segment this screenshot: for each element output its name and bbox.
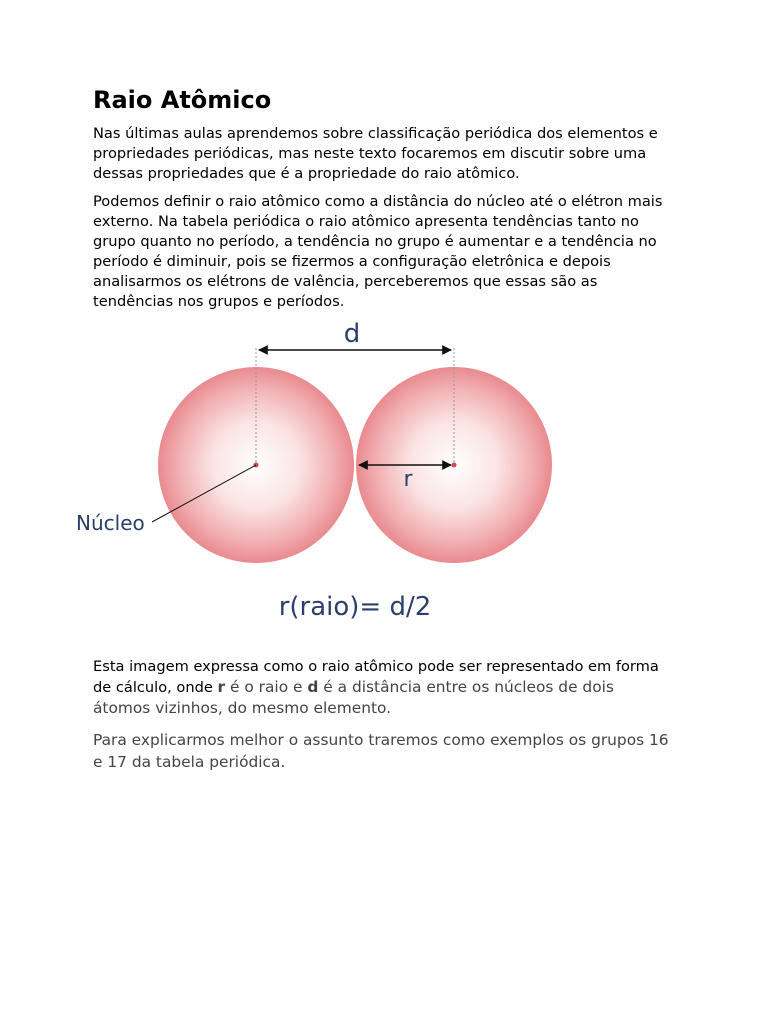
definition-paragraph: Podemos definir o raio atômico como a distância do núcleo até o elétron mais externo. Na tabela periódica o raio atômico apresenta tendências tanto no grupo quanto no período, a tendência no grupo é aumentar e a tendência no período é diminuir, pois se fizermos a configuração eletrônica e depois analisarmos os elétrons de valência, perceberemos que essas são as tendências nos grupos e períodos. (93, 193, 663, 310)
right-nucleus (452, 463, 457, 468)
formula-label: r(raio)= d/2 (278, 592, 432, 622)
examples-paragraph: Para explicarmos melhor o assunto traremos como exemplos os grupos 16 e 17 da tabela periódica. (93, 731, 669, 771)
d-symbol: d (307, 678, 319, 696)
explanation-part1: Esta imagem expressa como o raio atômico pode ser representado em forma de cálculo, onde (93, 658, 659, 696)
r-label: r (403, 467, 413, 492)
explanation-part3: é a distância entre os núcleos de dois átomos vizinhos, do mesmo elemento. (93, 678, 614, 717)
r-symbol: r (217, 678, 226, 696)
d-label: d (343, 320, 361, 349)
atomic-radius-diagram (76, 320, 656, 640)
nucleus-label: Núcleo (76, 511, 145, 535)
intro-paragraph: Nas últimas aulas aprendemos sobre classificação periódica dos elementos e propriedades periódicas, mas neste texto focaremos em discutir sobre uma dessas propriedades que é a propriedade do raio atômico. (93, 125, 658, 182)
page-title: Raio Atômico (93, 86, 272, 114)
atomic-radius-figure (76, 320, 656, 640)
document-page (76, 80, 673, 773)
explanation-paragraph (93, 656, 673, 719)
explanation-part2: é o raio e (225, 678, 308, 696)
